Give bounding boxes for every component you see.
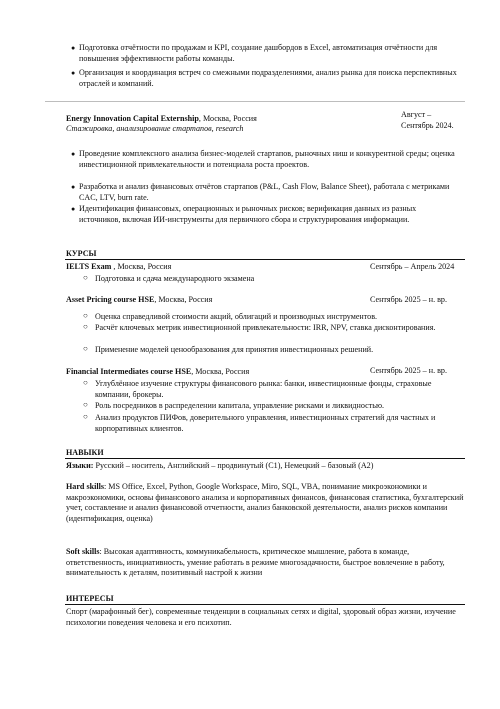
course-asset-point-2: ○ Расчёт ключевых метрик инвестиционной привлекательности: IRR, NPV, ставка дисконтирования.	[83, 322, 436, 332]
course-ielts: IELTS Exam , Москва, Россия	[66, 262, 172, 271]
job-header	[66, 114, 386, 125]
job-dates-1: Август –	[401, 110, 432, 119]
skills-soft: Soft skills: Высокая адаптивность, коммуникабельность, критическое мышление, работа в команде, ответственность, инициативность, умение работать в режиме многозадачности, быстрое вовлечение в работу, внимательность к деталям, позитивный настрой к жизни	[66, 547, 445, 578]
interests-title: ИНТЕРЕСЫ	[66, 594, 114, 603]
bullet-dot-icon: ●	[71, 205, 76, 213]
course-fi-point-1: ○ Углублённое изучение структуры финансового рынка: банки, инвестиционные фонды, страховые компании, брокеры.	[83, 378, 432, 399]
course-fi-point-3: ○ Анализ продуктов ПИФов, доверительного управления, инвестиционных стратегий для частных и корпоративных клиентов.	[83, 412, 436, 433]
circle-bullet-icon: ○	[83, 344, 88, 353]
courses-rule	[65, 259, 465, 260]
divider	[45, 101, 465, 102]
course-fi-point-2: ○ Роль посредников в распределении капитала, управление рисками и ликвидностью.	[83, 400, 385, 410]
job-bullet-2: ● Разработка и анализ финансовых отчётов стартапов (P&L, Cash Flow, Balance Sheet), работала с метриками CAC, LTV, burn rate.	[71, 182, 450, 202]
course-asset-pricing-dates: Сентябрь 2025 – н. вр.	[370, 295, 448, 304]
course-financial-intermediates: Financial Intermediates course HSE, Москва, Россия	[66, 367, 250, 376]
course-fi-dates: Сентябрь 2025 – н. вр.	[370, 366, 448, 375]
skills-rule	[65, 458, 465, 459]
bullet-dot-icon: ●	[71, 183, 76, 191]
circle-bullet-icon: ○	[83, 273, 88, 282]
circle-bullet-icon: ○	[83, 412, 88, 421]
skills-title: НАВЫКИ	[66, 448, 104, 457]
interests-text: Спорт (марафонный бег), современные тенденции в социальных сетях и digital, здоровый образ жизни, изучение психологии поведения человека и его психотип.	[66, 607, 456, 627]
course-ielts-dates: Сентябрь – Апрель 2024	[370, 262, 455, 271]
course-asset-pricing: Asset Pricing course HSE, Москва, Россия	[66, 295, 213, 304]
circle-bullet-icon: ○	[83, 400, 88, 409]
job-bullet-3: ● Идентификация финансовых, операционных и рыночных рисков; верификация данных из разных источников, включая ИИ-инструменты для первичного сбора и структурирования информации.	[71, 204, 417, 224]
job-bullet-1: ● Проведение комплексного анализа бизнес-моделей стартапов, рыночных ниш и конкурентной среды; оценка инвестиционной привлекательности и потенциала роста проектов.	[71, 149, 455, 169]
interests-rule	[65, 604, 465, 605]
bullet-dot-icon: ●	[71, 150, 76, 158]
job-location: , Москва, Россия	[198, 114, 257, 123]
bullet-dot-icon: ●	[71, 44, 76, 52]
course-asset-point-3: ○ Применение моделей ценообразования для принятия инвестиционных решений.	[83, 344, 374, 354]
skills-languages: Языки: Русский – носитель, Английский – продвинутый (С1), Немецкий – базовый (А2)	[66, 461, 374, 470]
job-company: Energy Innovation Capital Externship	[66, 114, 199, 123]
course-asset-point-1: ○ Оценка справедливой стоимости акций, облигаций и производных инструментов.	[83, 311, 378, 321]
bullet-dot-icon: ●	[71, 69, 76, 77]
circle-bullet-icon: ○	[83, 322, 88, 331]
job-role: Стажировка, анализирование стартапов, research	[66, 124, 244, 133]
top-bullet-1: ● Подготовка отчётности по продажам и KPI, создание дашбордов в Excel, автоматизация отчётности для повышения эффективности работы команды.	[71, 43, 438, 63]
job-dates-2: Сентябрь 2024.	[401, 121, 454, 130]
skills-hard: Hard skills: MS Office, Excel, Python, Google Workspace, Miro, SQL, VBA, понимание микроэкономики и макроэкономики, основы финансового анализа и корпоративных финансов, финансовая статистика, бухгалтерский учет, составление и анализ финансовой отчетности, анализ банковской деятельности, анализ рисков компании (идентификация, оценка)	[66, 482, 464, 523]
circle-bullet-icon: ○	[83, 311, 88, 320]
circle-bullet-icon: ○	[83, 378, 88, 387]
course-ielts-point-1: ○ Подготовка и сдача международного экзамена	[83, 273, 255, 283]
top-bullet-2: ● Организация и координация встреч со смежными подразделениями, анализ рынка для поиска перспективных отраслей и компаний.	[71, 68, 457, 88]
courses-title: КУРСЫ	[66, 249, 97, 258]
